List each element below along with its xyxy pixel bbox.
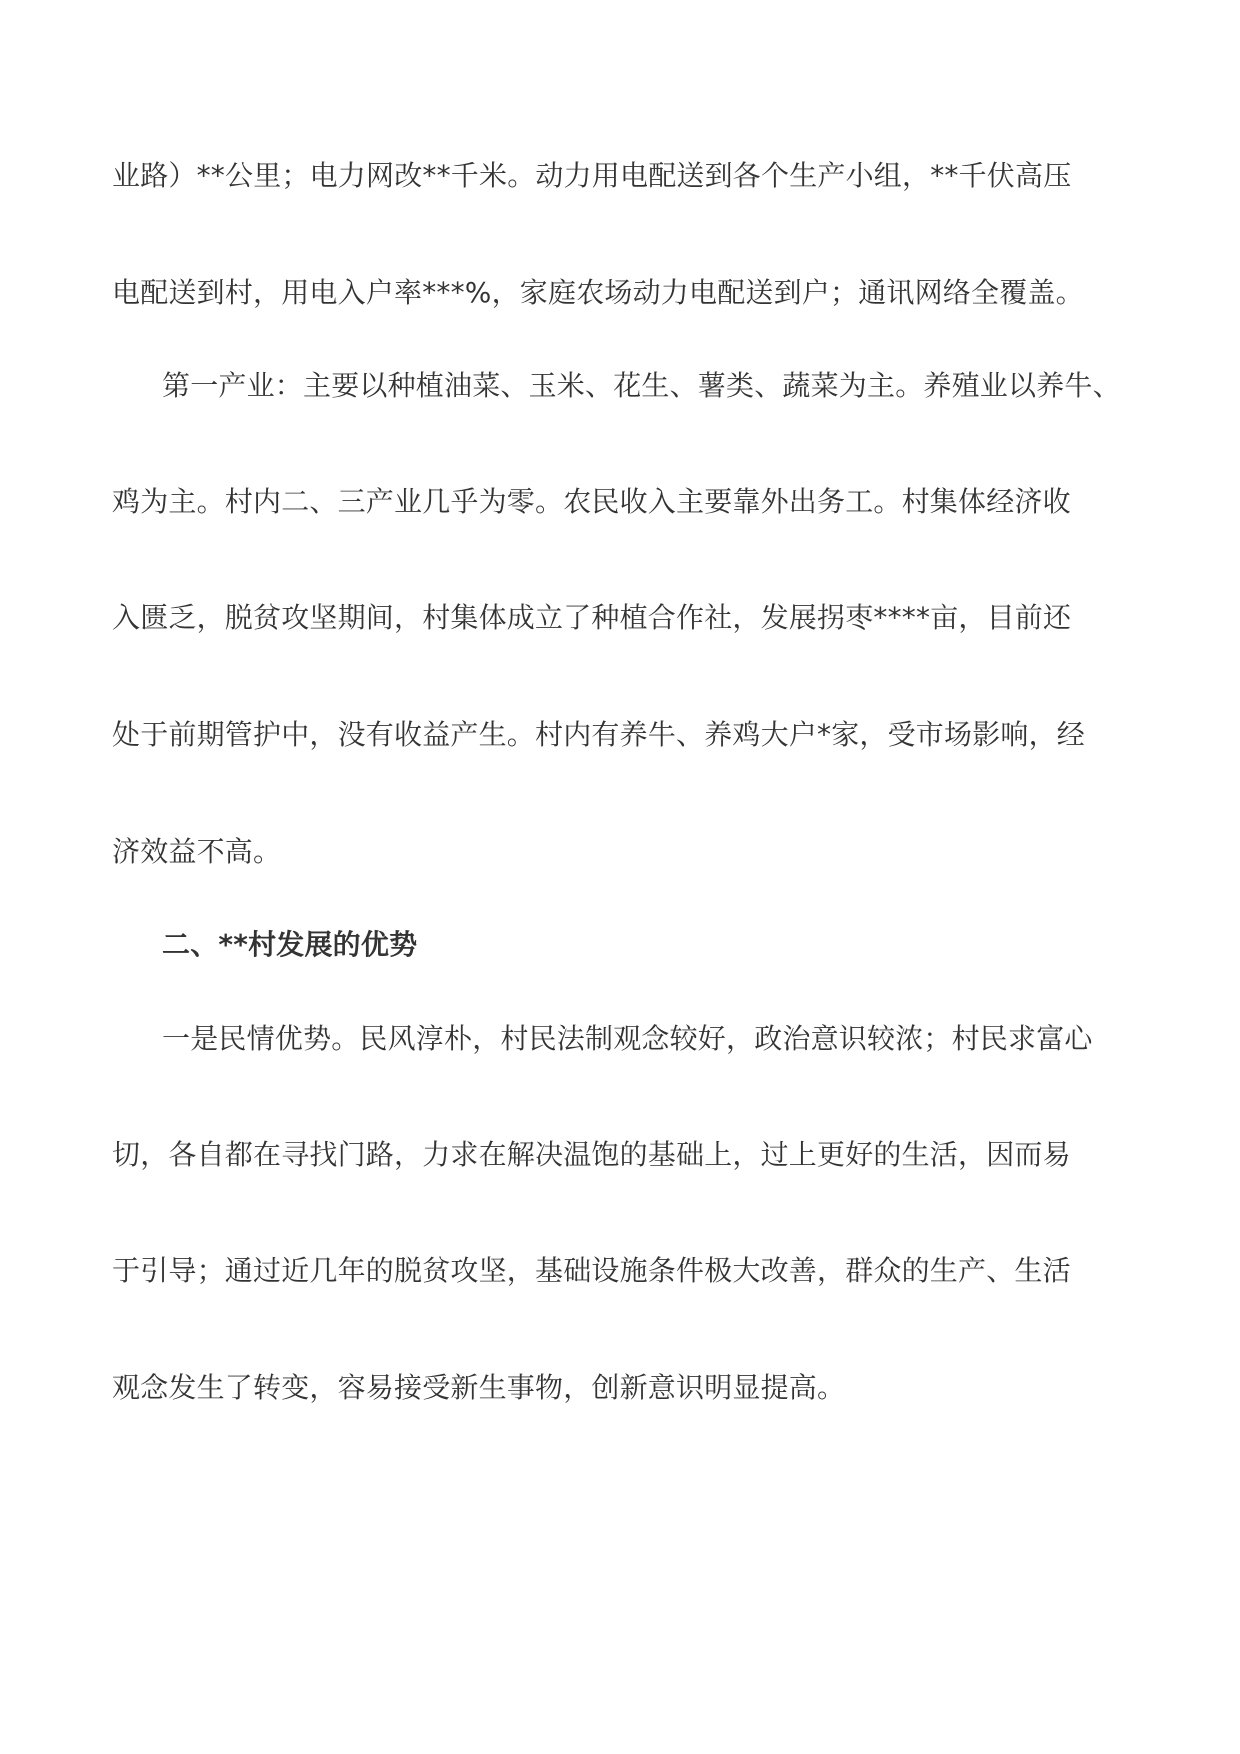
paragraph-line: 济效益不高。	[112, 835, 282, 868]
paragraph-line: 于引导；通过近几年的脱贫攻坚，基础设施条件极大改善，群众的生产、生活	[112, 1254, 1071, 1287]
paragraph-line: 一是民情优势。民风淳朴，村民法制观念较好，政治意识较浓；村民求富心	[162, 1022, 1093, 1055]
paragraph-line: 电配送到村，用电入户率***%，家庭农场动力电配送到户；通讯网络全覆盖。	[112, 276, 1084, 309]
paragraph-line: 切，各自都在寻找门路，力求在解决温饱的基础上，过上更好的生活，因而易	[112, 1138, 1071, 1171]
paragraph-line: 业路）**公里；电力网改**千米。动力用电配送到各个生产小组，**千伏高压	[112, 159, 1072, 192]
paragraph-line: 观念发生了转变，容易接受新生事物，创新意识明显提高。	[112, 1371, 846, 1404]
paragraph-line: 入匮乏，脱贫攻坚期间，村集体成立了种植合作社，发展拐枣****亩，目前还	[112, 601, 1072, 634]
paragraph-line: 处于前期管护中，没有收益产生。村内有养牛、养鸡大户*家，受市场影响，经	[112, 718, 1086, 751]
section-heading: 二、**村发展的优势	[162, 928, 418, 961]
paragraph-line: 第一产业：主要以种植油菜、玉米、花生、薯类、蔬菜为主。养殖业以养牛、	[162, 369, 1121, 402]
paragraph-line: 鸡为主。村内二、三产业几乎为零。农民收入主要靠外出务工。村集体经济收	[112, 485, 1071, 518]
